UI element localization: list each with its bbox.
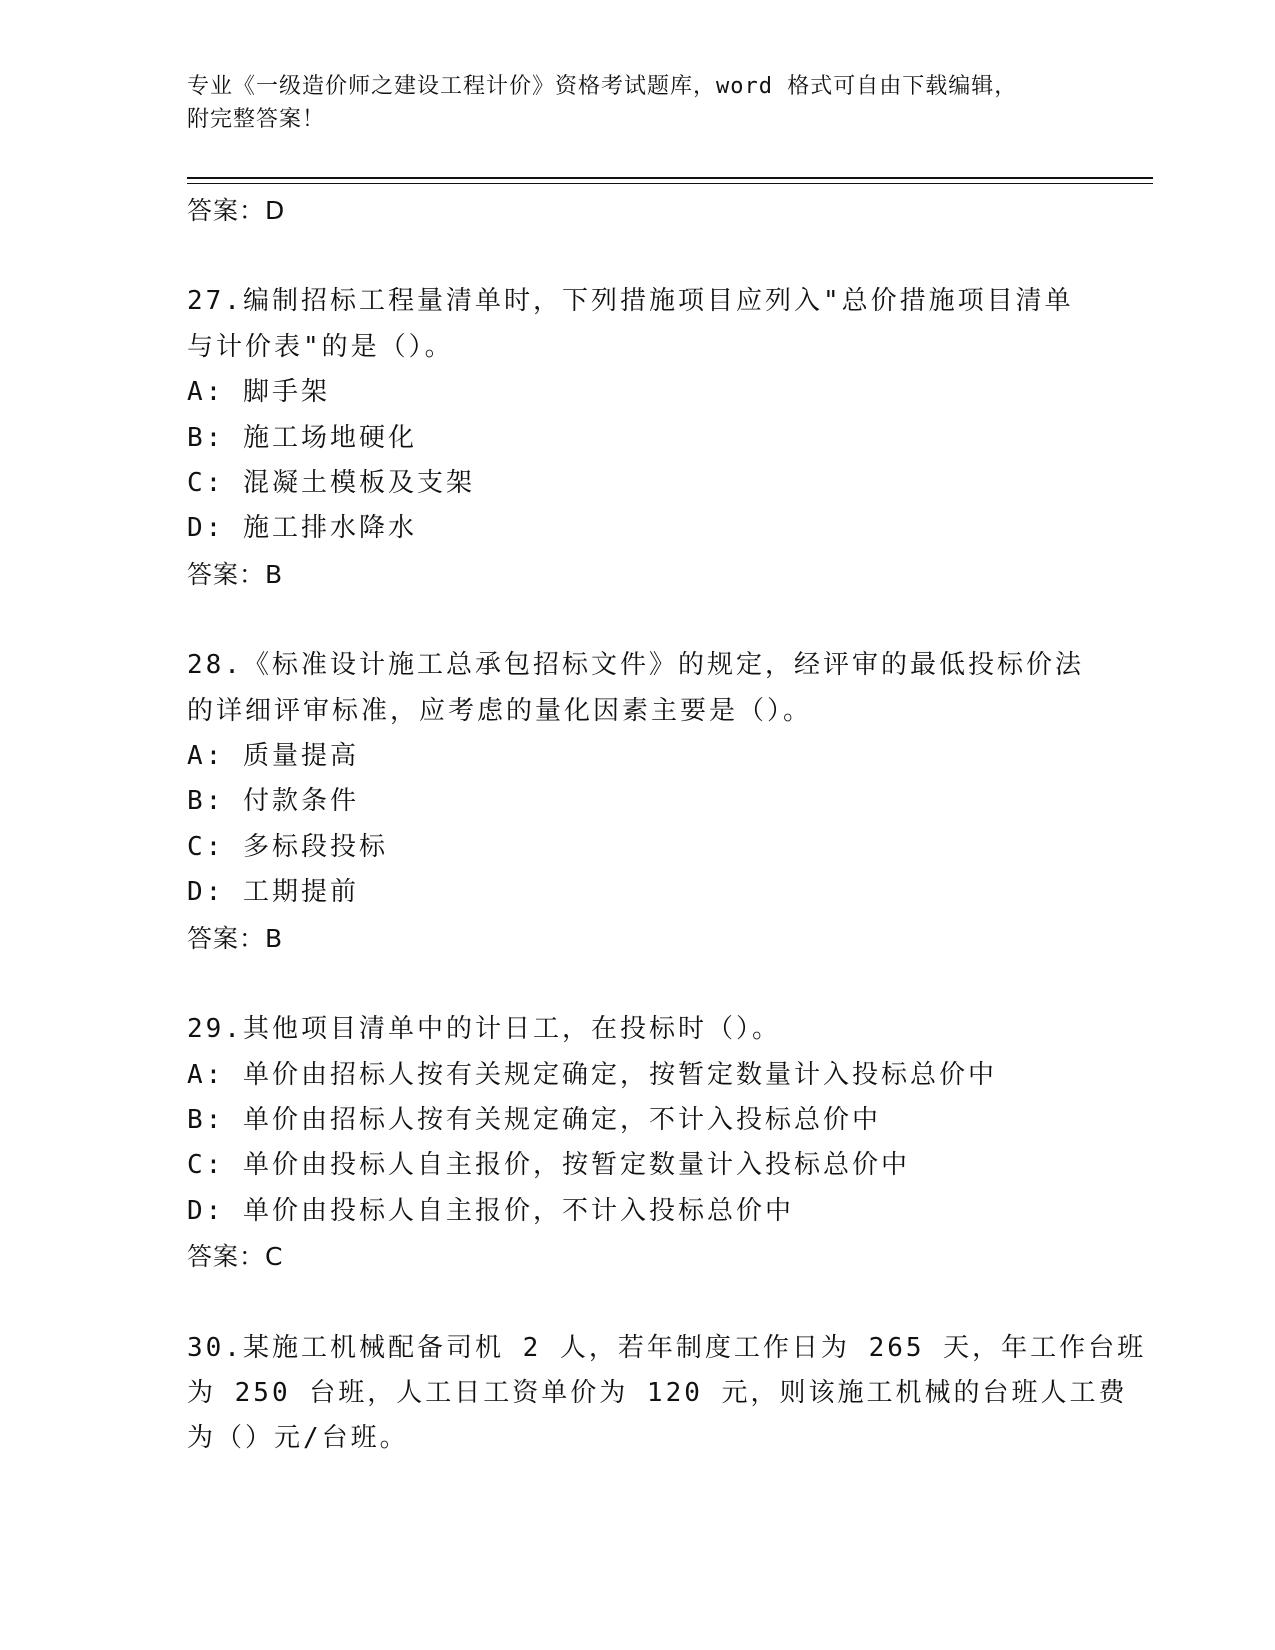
question-30-stem-3: 为（）元/台班。	[187, 1423, 409, 1454]
question-30-stem-2: 为 250 台班，人工日工资单价为 120 元，则该施工机械的台班人工费	[187, 1377, 1128, 1408]
question-28	[187, 643, 1087, 961]
question-28-stem-2: 的详细评审标准，应考虑的量化因素主要是（）。	[187, 695, 813, 726]
question-28-stem-1: 28.《标准设计施工总承包招标文件》的规定，经评审的最低投标价法	[187, 650, 1084, 681]
question-27-option-d: D: 施工排水降水	[187, 513, 417, 544]
question-28-option-c: C: 多标段投标	[187, 831, 388, 862]
question-29-option-c: C: 单价由投标人自主报价，按暂定数量计入投标总价中	[187, 1150, 910, 1181]
answer-26: 答案：D	[187, 196, 286, 225]
question-30	[187, 1326, 1147, 1462]
question-29-option-a: A: 单价由招标人按有关规定确定，按暂定数量计入投标总价中	[187, 1059, 997, 1090]
question-27	[187, 279, 1087, 597]
question-list	[187, 188, 1147, 1462]
question-28-option-b: B: 付款条件	[187, 786, 359, 817]
question-29-option-d: D: 单价由投标人自主报价，不计入投标总价中	[187, 1195, 794, 1226]
answer-27: 答案：B	[187, 559, 284, 589]
document-header	[187, 70, 1067, 136]
answer-28: 答案：B	[187, 923, 284, 953]
question-27-option-a: A: 脚手架	[187, 377, 330, 408]
question-27-option-c: C: 混凝土模板及支架	[187, 468, 475, 499]
header-line-1: 专业《一级造价师之建设工程计价》资格考试题库，word 格式可自由下载编辑，	[187, 74, 1018, 99]
header-line-2: 附完整答案！	[187, 107, 326, 132]
answer-29: 答案：C	[187, 1242, 284, 1272]
header-rule-thick	[187, 177, 1153, 179]
question-28-option-d: D: 工期提前	[187, 877, 359, 908]
question-29	[187, 1007, 1087, 1279]
question-27-stem-1: 27.编制招标工程量清单时，下列措施项目应列入"总价措施项目清单	[187, 286, 1074, 317]
question-30-stem-1: 30.某施工机械配备司机 2 人，若年制度工作日为 265 天，年工作台班	[187, 1332, 1147, 1363]
question-28-option-a: A: 质量提高	[187, 741, 359, 772]
question-27-option-b: B: 施工场地硬化	[187, 422, 417, 453]
question-27-stem-2: 与计价表"的是（）。	[187, 331, 454, 362]
question-29-option-b: B: 单价由招标人按有关规定确定，不计入投标总价中	[187, 1104, 881, 1135]
question-29-stem-1: 29.其他项目清单中的计日工，在投标时（）。	[187, 1014, 781, 1045]
header-rule-thin	[187, 183, 1153, 184]
